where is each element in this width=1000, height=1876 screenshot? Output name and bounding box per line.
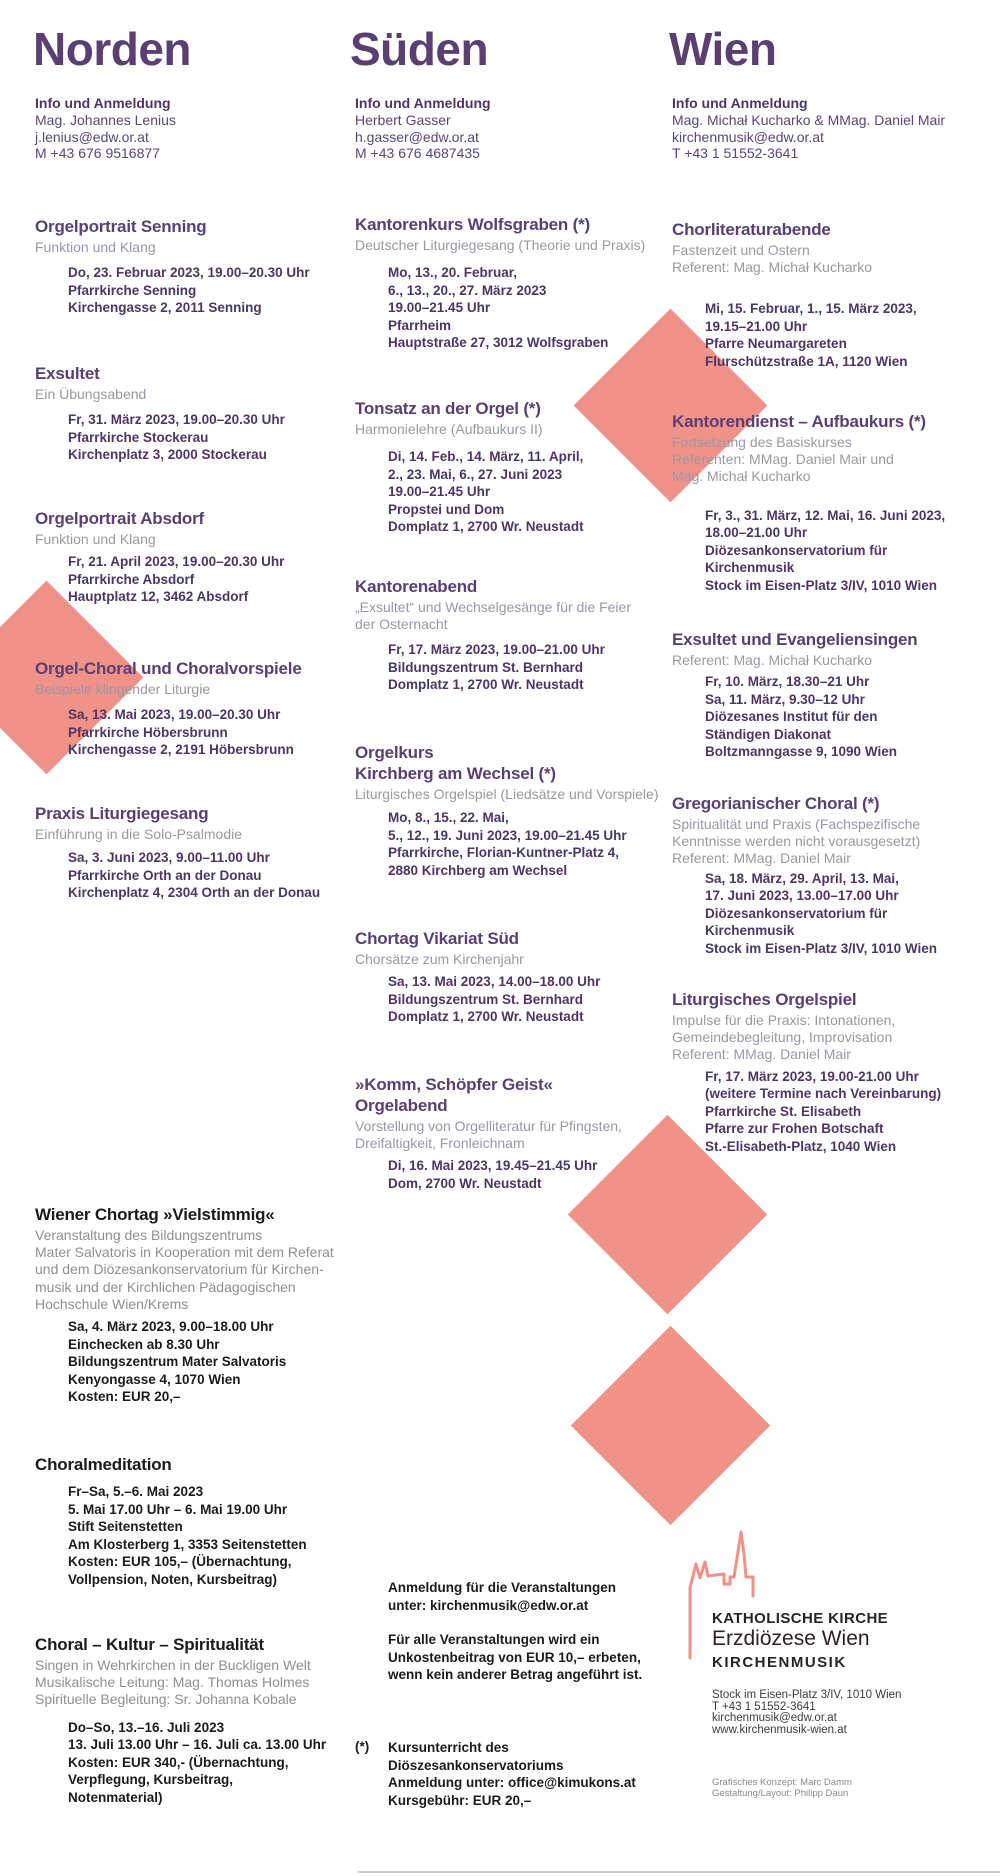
event-subtitle-line: Fortsetzung des Basiskurses bbox=[672, 434, 852, 450]
event-title-line: Orgelabend bbox=[355, 1096, 448, 1115]
contact-info-wien bbox=[672, 95, 945, 162]
event-detail-line: Pfarre Neumargareten bbox=[705, 336, 847, 352]
event-title-line: Exsultet und Evangeliensingen bbox=[672, 630, 918, 649]
asterisk-footnote-marker: (*) bbox=[355, 1739, 370, 1754]
event-section-exsultet bbox=[35, 363, 343, 464]
event-title-line: Kantorenkurs Wolfsgraben (*) bbox=[355, 215, 590, 234]
note-anmeldung bbox=[388, 1579, 616, 1614]
event-detail-line: Kosten: EUR 20,– bbox=[68, 1389, 181, 1405]
event-title-line: Wiener Chortag »Vielstimmig« bbox=[35, 1205, 275, 1224]
event-detail-line: Fr–Sa, 5.–6. Mai 2023 bbox=[68, 1484, 204, 1499]
brand-erzdioezese-wien: Erzdiözese Wien bbox=[712, 1627, 870, 1650]
event-details bbox=[388, 264, 665, 352]
event-detail-line: Domplatz 1, 2700 Wr. Neustadt bbox=[388, 519, 584, 535]
event-section-gregorianischer-choral bbox=[672, 793, 982, 957]
event-details bbox=[68, 1719, 343, 1807]
event-detail-line: Diözesankonservatorium für bbox=[705, 542, 888, 558]
event-section-orgelportrait-absdorf bbox=[35, 508, 343, 606]
event-detail-line: 6., 13., 20., 27. März 2023 bbox=[388, 282, 547, 298]
event-detail-line: Do, 23. Februar 2023, 19.00–20.30 Uhr bbox=[68, 265, 310, 281]
event-detail-line: Kosten: EUR 340,- (Übernachtung, bbox=[68, 1754, 289, 1770]
event-section-kantorenabend bbox=[355, 576, 665, 694]
event-title-line: Gregorianischer Choral (*) bbox=[672, 794, 880, 813]
event-subtitle-line: Vorstellung von Orgelliteratur für Pfingsten, bbox=[355, 1118, 622, 1134]
event-subtitle-line: Kenntnisse werden nicht vorausgesetzt) bbox=[672, 833, 921, 850]
event-title-line: Orgelkurs bbox=[355, 743, 434, 762]
note-kursunterricht bbox=[388, 1739, 636, 1809]
event-detail-line: Sa, 13. Mai 2023, 14.00–18.00 Uhr bbox=[388, 974, 601, 990]
event-section-kantorendienst-aufbaukurs bbox=[672, 411, 982, 594]
event-details bbox=[705, 507, 982, 595]
text-line: Mag. Johannes Lenius bbox=[35, 112, 176, 128]
text-line: Für alle Veranstaltungen wird ein bbox=[388, 1632, 600, 1647]
text-line: j.lenius@edw.or.at bbox=[35, 128, 149, 145]
event-subtitle-line: Spiritualität und Praxis (Fachspezifische bbox=[672, 816, 921, 832]
event-detail-line: Vollpension, Noten, Kursbeitrag) bbox=[68, 1571, 278, 1587]
event-detail-line: 18.00–21.00 Uhr bbox=[705, 525, 808, 541]
text-line: h.gasser@edw.or.at bbox=[355, 128, 479, 145]
event-details bbox=[68, 411, 343, 464]
event-details bbox=[68, 706, 343, 759]
event-subtitle-line: musik und der Kirchlichen Pädagogischen bbox=[35, 1278, 296, 1295]
event-detail-line: Fr, 10. März, 18.30–21 Uhr bbox=[705, 674, 870, 690]
event-section-orgel-choral bbox=[35, 658, 343, 759]
text-line: Diöszesankonservatoriums bbox=[388, 1757, 564, 1773]
event-detail-line: Sa, 3. Juni 2023, 9.00–11.00 Uhr bbox=[68, 850, 270, 866]
event-subtitle-line: Einführung in die Solo-Psalmodie bbox=[35, 826, 243, 842]
event-section-praxis-liturgiegesang bbox=[35, 803, 343, 902]
event-details bbox=[68, 1483, 343, 1588]
event-subtitle-line: Fastenzeit und Ostern bbox=[672, 242, 810, 258]
event-detail-line: 19.00–21.45 Uhr bbox=[388, 300, 491, 316]
event-title-line: Exsultet bbox=[35, 364, 100, 383]
event-detail-line: Kenyongasse 4, 1070 Wien bbox=[68, 1371, 241, 1387]
event-detail-line: Diözesankonservatorium für bbox=[705, 905, 888, 921]
event-detail-line: Dom, 2700 Wr. Neustadt bbox=[388, 1175, 542, 1191]
event-details bbox=[388, 641, 665, 694]
event-title-line: Orgelportrait Absdorf bbox=[35, 509, 204, 528]
footer-address bbox=[712, 1690, 901, 1737]
contact-info-label: Info und Anmeldung bbox=[672, 95, 808, 111]
event-detail-line: 2880 Kirchberg am Wechsel bbox=[388, 862, 568, 878]
event-detail-line: Sa, 4. März 2023, 9.00–18.00 Uhr bbox=[68, 1319, 274, 1335]
contact-info-lines bbox=[672, 112, 945, 162]
event-detail-line: Kirchenmusik bbox=[705, 923, 795, 939]
event-subtitle-line: Referenten: MMag. Daniel Mair und bbox=[672, 451, 894, 468]
event-detail-line: Kirchenplatz 3, 2000 Stockerau bbox=[68, 447, 267, 463]
contact-info-sueden bbox=[355, 95, 491, 162]
event-detail-line: Diözesanes Institut für den bbox=[705, 709, 878, 725]
event-detail-line: 5. Mai 17.00 Uhr – 6. Mai 19.00 Uhr bbox=[68, 1501, 288, 1517]
event-title-line: Kantorenabend bbox=[355, 577, 478, 596]
event-detail-line: Pfarre zur Frohen Botschaft bbox=[705, 1121, 884, 1137]
event-details bbox=[388, 448, 665, 536]
event-subtitle-line: und dem Diözesankonservatorium für Kirchen- bbox=[35, 1261, 324, 1278]
event-subtitle-line: Funktion und Klang bbox=[35, 239, 156, 255]
event-detail-line: Di, 14. Feb., 14. März, 11. April, bbox=[388, 449, 584, 465]
text-line: unter: kirchenmusik@edw.or.at bbox=[388, 1597, 589, 1613]
event-detail-line: Hauptplatz 12, 3462 Absdorf bbox=[68, 589, 249, 605]
event-detail-line: 2., 23. Mai, 6., 27. Juni 2023 bbox=[388, 466, 563, 482]
column-title-norden: Norden bbox=[33, 23, 191, 75]
event-section-wiener-chortag bbox=[35, 1204, 343, 1406]
event-section-komm-schoepfer-geist bbox=[355, 1074, 665, 1192]
event-subtitle-line: Beispiele klingender Liturgie bbox=[35, 681, 211, 697]
event-subtitle-line: Referent: Mag. Michał Kucharko bbox=[672, 259, 872, 276]
event-detail-line: Stock im Eisen-Platz 3/IV, 1010 Wien bbox=[705, 577, 937, 593]
event-section-orgelportrait-senning bbox=[35, 216, 343, 317]
event-detail-line: Stock im Eisen-Platz 3/IV, 1010 Wien bbox=[705, 940, 937, 956]
event-details bbox=[68, 553, 343, 606]
event-detail-line: Pfarrkirche Orth an der Donau bbox=[68, 867, 262, 883]
event-detail-line: Fr, 3., 31. März, 12. Mai, 16. Juni 2023, bbox=[705, 507, 946, 523]
event-subtitle-line: Gemeindebegleitung, Improvisation bbox=[672, 1029, 893, 1046]
contact-info-label: Info und Anmeldung bbox=[35, 95, 171, 111]
event-detail-line: 5., 12., 19. Juni 2023, 19.00–21.45 Uhr bbox=[388, 827, 627, 843]
event-detail-line: Di, 16. Mai 2023, 19.45–21.45 Uhr bbox=[388, 1158, 598, 1174]
event-details bbox=[705, 1068, 982, 1156]
event-section-orgelkurs-kirchberg bbox=[355, 742, 665, 879]
brand-katholische-kirche: KATHOLISCHE KIRCHE bbox=[712, 1610, 889, 1627]
event-section-choral-kultur-spiritualitaet bbox=[35, 1634, 343, 1806]
event-subtitle-line: „Exsultet“ und Wechselgesänge für die Feier bbox=[355, 599, 631, 615]
event-detail-line: Pfarrkirche Höbersbrunn bbox=[68, 724, 228, 740]
event-detail-line: Pfarrkirche Senning bbox=[68, 282, 197, 298]
text-line: Anmeldung unter: office@kimukons.at bbox=[388, 1775, 636, 1790]
event-section-exsultet-evangeliensingen bbox=[672, 629, 982, 761]
event-detail-line: Mo, 13., 20. Februar, bbox=[388, 265, 518, 281]
event-details bbox=[68, 1318, 343, 1406]
event-detail-line: Kirchengasse 2, 2011 Senning bbox=[68, 300, 262, 316]
event-detail-line: Domplatz 1, 2700 Wr. Neustadt bbox=[388, 677, 584, 693]
event-title-line: Kirchberg am Wechsel (*) bbox=[355, 764, 556, 783]
event-detail-line: Pfarrkirche Stockerau bbox=[68, 429, 209, 445]
event-title-line: Choralmeditation bbox=[35, 1455, 172, 1474]
contact-info-norden bbox=[35, 95, 176, 162]
event-detail-line: Mo, 8., 15., 22. Mai, bbox=[388, 810, 509, 826]
event-details bbox=[68, 264, 343, 317]
event-detail-line: Kirchenplatz 4, 2304 Orth an der Donau bbox=[68, 885, 321, 901]
event-detail-line: Pfarrheim bbox=[388, 317, 452, 333]
text-line: kirchenmusik@edw.or.at bbox=[712, 1712, 837, 1725]
event-detail-line: Flurschützstraße 1A, 1120 Wien bbox=[705, 353, 908, 369]
footer-credits bbox=[712, 1777, 852, 1799]
event-subtitle-line: Singen in Wehrkirchen in der Buckligen Welt bbox=[35, 1657, 311, 1673]
event-detail-line: Fr, 21. April 2023, 19.00–20.30 Uhr bbox=[68, 554, 285, 570]
event-detail-line: Domplatz 1, 2700 Wr. Neustadt bbox=[388, 1009, 584, 1025]
event-details bbox=[705, 673, 982, 761]
note-unkostenbeitrag bbox=[388, 1631, 642, 1684]
event-detail-line: Propstei und Dom bbox=[388, 501, 505, 517]
event-detail-line: Sa, 13. Mai 2023, 19.00–20.30 Uhr bbox=[68, 707, 281, 723]
event-section-liturgisches-orgelspiel bbox=[672, 989, 982, 1155]
event-detail-line: Do–So, 13.–16. Juli 2023 bbox=[68, 1719, 225, 1735]
event-details bbox=[388, 973, 665, 1026]
event-title-line: Tonsatz an der Orgel (*) bbox=[355, 399, 541, 418]
event-detail-line: Am Klosterberg 1, 3353 Seitenstetten bbox=[68, 1536, 307, 1552]
event-section-chorliteraturabende bbox=[672, 219, 982, 370]
event-detail-line: 17. Juni 2023, 13.00–17.00 Uhr bbox=[705, 888, 899, 904]
event-detail-line: Mi, 15. Februar, 1., 15. März 2023, bbox=[705, 301, 917, 317]
event-details bbox=[68, 849, 343, 902]
text-line: Grafisches Konzept: Marc Damm bbox=[712, 1777, 852, 1788]
event-subtitle-line: Referent: Mag. Michał Kucharko bbox=[672, 652, 872, 668]
event-title-line: Liturgisches Orgelspiel bbox=[672, 990, 857, 1009]
event-subtitle-line: Dreifaltigkeit, Fronleichnam bbox=[355, 1135, 525, 1152]
event-section-choralmeditation bbox=[35, 1454, 343, 1588]
event-subtitle-line: Ein Übungsabend bbox=[35, 386, 147, 402]
event-subtitle-line: Chorsätze zum Kirchenjahr bbox=[355, 951, 524, 967]
text-line: Gestaltung/Layout: Philipp Daun bbox=[712, 1788, 849, 1799]
event-section-kantorenkurs-wolfsgraben bbox=[355, 214, 665, 352]
diamond-decoration bbox=[571, 1326, 770, 1525]
event-details bbox=[388, 809, 665, 879]
event-subtitle-line: der Osternacht bbox=[355, 616, 448, 633]
event-detail-line: St.-Elisabeth-Platz, 1040 Wien bbox=[705, 1138, 897, 1154]
column-title-sueden: Süden bbox=[350, 23, 489, 75]
bottom-divider bbox=[358, 1871, 1000, 1873]
event-detail-line: 13. Juli 13.00 Uhr – 16. Juli ca. 13.00 Uhr bbox=[68, 1737, 327, 1753]
text-line: T +43 1 51552-3641 bbox=[712, 1700, 816, 1713]
event-detail-line: Bildungszentrum St. Bernhard bbox=[388, 659, 584, 675]
event-title-line: Chortag Vikariat Süd bbox=[355, 929, 519, 948]
text-line: Anmeldung für die Veranstaltungen bbox=[388, 1580, 617, 1595]
event-detail-line: Boltzmanngasse 9, 1090 Wien bbox=[705, 744, 897, 760]
text-line: www.kirchenmusik-wien.at bbox=[712, 1724, 847, 1737]
event-detail-line: Bildungszentrum St. Bernhard bbox=[388, 991, 584, 1007]
event-detail-line: Notenmaterial) bbox=[68, 1789, 163, 1805]
text-line: Stock im Eisen-Platz 3/IV, 1010 Wien bbox=[712, 1689, 902, 1701]
text-line: Mag. Michał Kucharko & MMag. Daniel Mair bbox=[672, 112, 946, 128]
event-detail-line: Pfarrkirche, Florian-Kuntner-Platz 4, bbox=[388, 845, 620, 861]
event-subtitle-line: Referent: MMag. Daniel Mair bbox=[672, 850, 851, 867]
text-line: M +43 676 4687435 bbox=[355, 145, 480, 162]
column-title-wien: Wien bbox=[669, 23, 777, 75]
brand-kirchenmusik: KIRCHENMUSIK bbox=[712, 1654, 847, 1671]
event-detail-line: Fr, 17. März 2023, 19.00-21.00 Uhr bbox=[705, 1068, 919, 1084]
event-subtitle-line: Deutscher Liturgiegesang (Theorie und Praxis) bbox=[355, 237, 646, 253]
event-subtitle-line: Liturgisches Orgelspiel (Liedsätze und Vorspiele) bbox=[355, 786, 659, 802]
event-section-tonsatz-orgel bbox=[355, 398, 665, 536]
event-subtitle-line: Mater Salvatoris in Kooperation mit dem Referat bbox=[35, 1244, 334, 1261]
text-line: Kursgebühr: EUR 20,– bbox=[388, 1792, 532, 1808]
event-detail-line: 19.00–21.45 Uhr bbox=[388, 484, 491, 500]
event-title-line: Orgelportrait Senning bbox=[35, 217, 207, 236]
event-detail-line: Fr, 31. März 2023, 19.00–20.30 Uhr bbox=[68, 412, 285, 428]
event-detail-line: Kirchenmusik bbox=[705, 560, 795, 576]
text-line: Unkostenbeitrag von EUR 10,– erbeten, bbox=[388, 1649, 641, 1665]
event-details bbox=[705, 870, 982, 958]
event-detail-line: Hauptstraße 27, 3012 Wolfsgraben bbox=[388, 335, 609, 351]
text-line: M +43 676 9516877 bbox=[35, 145, 160, 162]
event-subtitle-line: Harmonielehre (Aufbaukurs II) bbox=[355, 421, 543, 437]
event-title-line: »Komm, Schöpfer Geist« bbox=[355, 1075, 553, 1094]
text-line: T +43 1 51552-3641 bbox=[672, 145, 799, 162]
event-section-chortag-vikariat-sued bbox=[355, 928, 665, 1026]
contact-info-label: Info und Anmeldung bbox=[355, 95, 491, 111]
event-detail-line: Kosten: EUR 105,– (Übernachtung, bbox=[68, 1554, 292, 1569]
event-title-line: Chorliteraturabende bbox=[672, 220, 831, 239]
event-detail-line: Sa, 18. März, 29. April, 13. Mai, bbox=[705, 870, 899, 886]
event-title-line: Praxis Liturgiegesang bbox=[35, 804, 209, 823]
event-subtitle-line: Hochschule Wien/Krems bbox=[35, 1295, 189, 1312]
event-detail-line: Fr, 17. März 2023, 19.00–21.00 Uhr bbox=[388, 642, 605, 658]
event-subtitle-line: Impulse für die Praxis: Intonationen, bbox=[672, 1012, 896, 1028]
text-line: Herbert Gasser bbox=[355, 112, 451, 128]
event-subtitle-line: Funktion und Klang bbox=[35, 531, 156, 547]
event-detail-line: Pfarrkirche Absdorf bbox=[68, 571, 195, 587]
contact-info-lines bbox=[35, 112, 176, 162]
event-title-line: Choral – Kultur – Spiritualität bbox=[35, 1635, 264, 1654]
event-title-line: Kantorendienst – Aufbaukurs (*) bbox=[672, 412, 926, 431]
event-subtitle-line: Spirituelle Begleitung: Sr. Johanna Kobale bbox=[35, 1691, 297, 1708]
event-detail-line: Stift Seitenstetten bbox=[68, 1519, 183, 1534]
event-details bbox=[388, 1157, 665, 1192]
contact-info-lines bbox=[355, 112, 491, 162]
event-subtitle-line: Referent: MMag. Daniel Mair bbox=[672, 1046, 851, 1063]
event-detail-line: 19.15–21.00 Uhr bbox=[705, 318, 808, 334]
event-subtitle-line: Musikalische Leitung: Mag. Thomas Holmes bbox=[35, 1674, 310, 1691]
event-detail-line: Ständigen Diakonat bbox=[705, 726, 832, 742]
event-subtitle-line: Veranstaltung des Bildungszentrums bbox=[35, 1227, 263, 1243]
event-title-line: Orgel-Choral und Choralvorspiele bbox=[35, 659, 302, 678]
event-detail-line: Pfarrkirche St. Elisabeth bbox=[705, 1103, 862, 1119]
event-detail-line: Einchecken ab 8.30 Uhr bbox=[68, 1336, 220, 1352]
event-subtitle-line: Mag. Michał Kucharko bbox=[672, 468, 811, 485]
event-detail-line: Sa, 11. März, 9.30–12 Uhr bbox=[705, 691, 865, 707]
text-line: kirchenmusik@edw.or.at bbox=[672, 128, 824, 145]
event-detail-line: Verpflegung, Kursbeitrag, bbox=[68, 1772, 234, 1788]
event-detail-line: Bildungszentrum Mater Salvatoris bbox=[68, 1354, 287, 1370]
event-detail-line: Kirchengasse 2, 2191 Höbersbrunn bbox=[68, 742, 294, 758]
text-line: Kursunterricht des bbox=[388, 1740, 509, 1755]
text-line: wenn kein anderer Betrag angeführt ist. bbox=[388, 1667, 643, 1682]
event-details bbox=[705, 300, 982, 370]
event-detail-line: (weitere Termine nach Vereinbarung) bbox=[705, 1086, 942, 1102]
